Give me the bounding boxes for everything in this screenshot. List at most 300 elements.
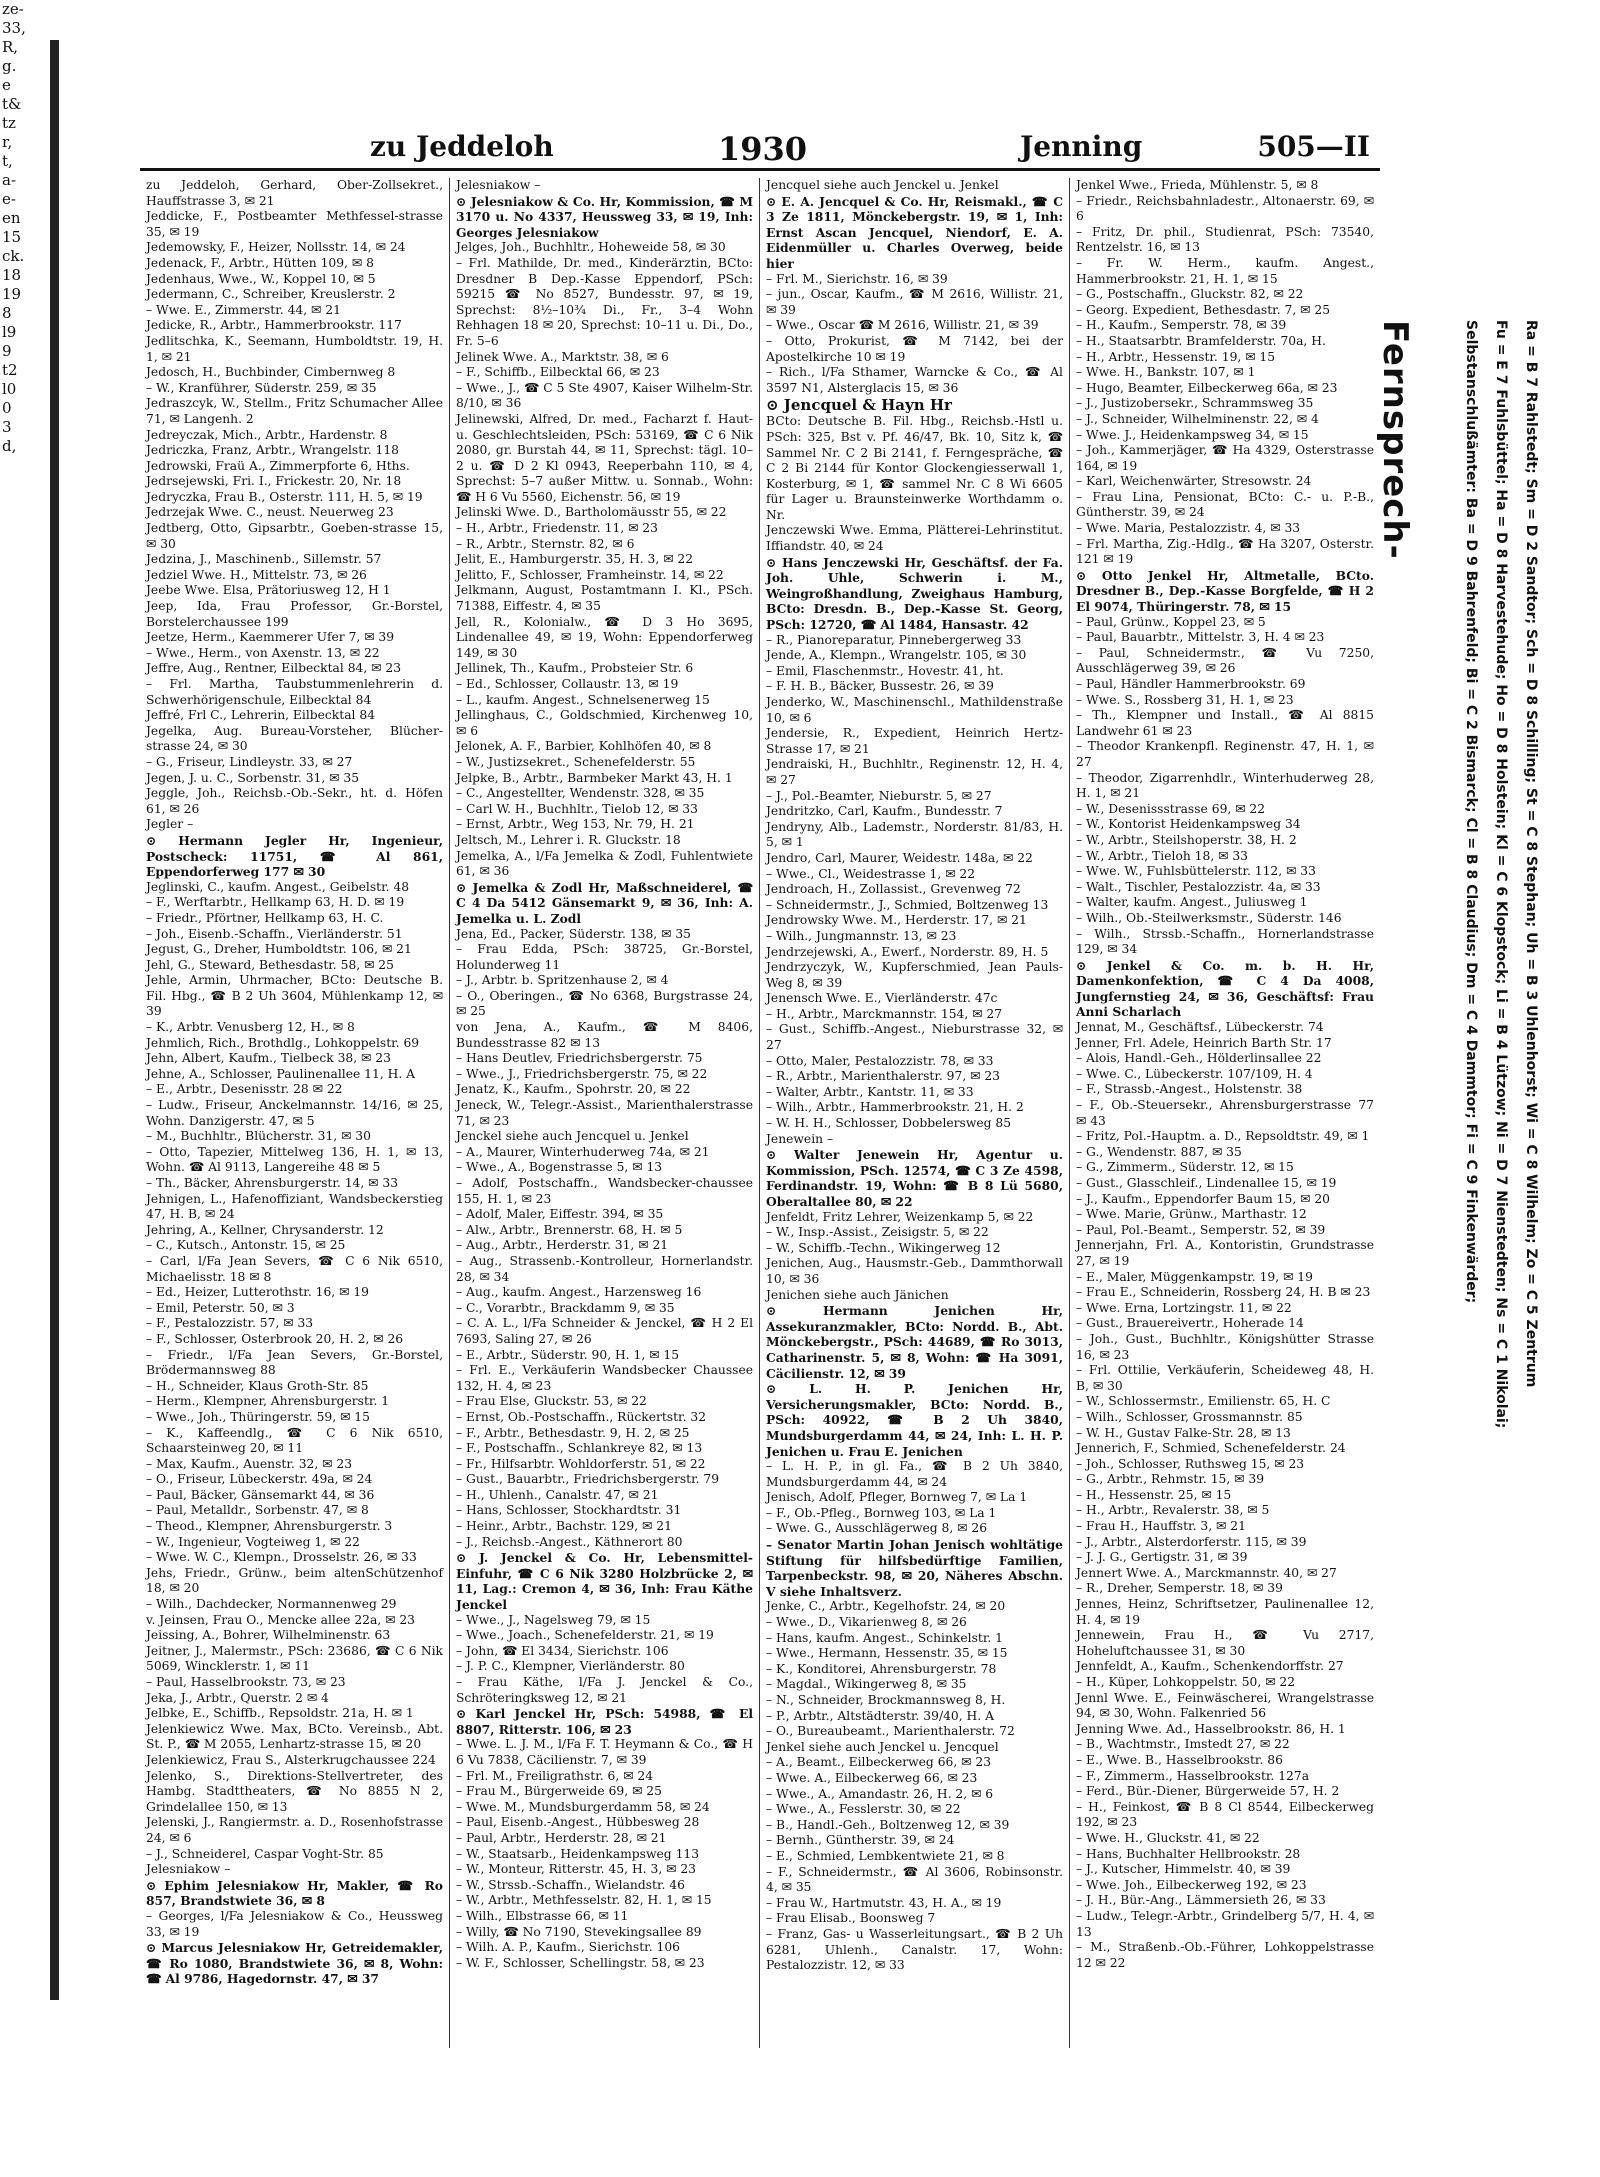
directory-entry: – Wwe. J., Heidenkampsweg 34, ✉ 15	[1076, 427, 1309, 442]
running-header	[140, 128, 1380, 171]
directory-entry: Jeneck, W., Telegr.-Assist., Marienthalerstrasse 71, ✉ 23	[456, 1098, 753, 1128]
directory-entry: BCto: Deutsche B. Fil. Hbg., Reichsb.-Hstl u. PSch: 325, Bst v. Pf. 46/47, Bk. 10, Sitz k, ☎ Sammel Nr. C 2 Bi 2141, f. Ferngespräche, ☎ C 2 Bi 2144 für Kontor Glockengiesserwall 1, Kosterburg, ✉ 1, ☎ sammel Nr. C 8 Wi 6605 für Lager u. Braunsteinwerke Worthdamm o. Nr.	[766, 414, 1063, 522]
edge-fragment: r,	[2, 133, 13, 151]
directory-entry: – H., Arbtr., Revalerstr. 38, ✉ 5	[1076, 1503, 1270, 1518]
directory-entry: Jenensch Wwe. E., Vierländerstr. 47c	[766, 991, 998, 1006]
directory-entry: – Joh., Kammerjäger, ☎ Ha 4329, Osterstrasse 164, ✉ 19	[1076, 443, 1374, 473]
directory-entry: Jenkel siehe auch Jenckel u. Jencquel	[766, 1739, 999, 1754]
directory-entry: Jendro, Carl, Maurer, Weidestr. 148a, ✉ 22	[766, 850, 1033, 865]
directory-entry: – Wilh., Strssb.-Schaffn., Hornerlandstrasse 129, ✉ 34	[1076, 926, 1374, 957]
directory-entry: Jennat, M., Geschäftsf., Lübeckerstr. 74	[1076, 1020, 1324, 1035]
directory-entry: Jendrzejewski, A., Ewerf., Norderstr. 89, H. 5	[766, 944, 1049, 959]
directory-entry: – B., Handl.-Geh., Boltzenweg 12, ✉ 39	[766, 1817, 1010, 1832]
directory-entry: – H., Arbtr., Hessenstr. 19, ✉ 15	[1076, 349, 1276, 364]
directory-entry: – Wwe. Joh., Eilbeckerweg 192, ✉ 23	[1076, 1877, 1307, 1892]
directory-entry: – Franz, Gas- u Wasserleitungsart., ☎ B 2 Uh 6281, Uhlenh., Canalstr. 17, Wohn: Pestalozzistr. 12, ✉ 33	[766, 1926, 1063, 1973]
directory-entry: – Otto, Tapezier, Mittelweg 136, H. 1, ✉ 13, Wohn. ☎ Al 9113, Langereihe 48 ✉ 5	[146, 1144, 443, 1175]
directory-entry: – Wwe., Hermann, Hessenstr. 35, ✉ 15	[766, 1646, 1008, 1661]
directory-entry: – W., Desenissstrasse 69, ✉ 22	[1076, 801, 1266, 816]
directory-entry: Jenatz, K., Kaufm., Spohrstr. 20, ✉ 22	[456, 1082, 691, 1097]
directory-entry: Jedlitschka, K., Seemann, Humboldtstr. 19, H. 1, ✉ 21	[146, 333, 443, 364]
directory-entry: Jelenko, S., Direktions-Stellvertreter, des Hambg. Stadttheaters, ☎ No 8855 N 2, Grindelallee 150, ✉ 13	[146, 1768, 443, 1814]
directory-entry: von Jena, A., Kaufm., ☎ M 8406, Bundesstrasse 82 ✉ 13	[456, 1020, 753, 1050]
directory-entry: – Gust., Glasschleif., Lindenallee 15, ✉ 19	[1076, 1176, 1337, 1190]
directory-entry: Jehl, G., Steward, Bethesdastr. 58, ✉ 25	[146, 957, 394, 972]
directory-entry: Jell, R., Kolonialw., ☎ D 3 Ho 3695, Lindenallee 49, ✉ 19, Wohn: Eppendorferweg 149, ✉ 30	[456, 614, 753, 660]
edge-fragment: 15	[2, 228, 22, 246]
edge-fragment: t&	[2, 95, 22, 113]
directory-entry: Jedtberg, Otto, Gipsarbtr., Goeben-strasse 15, ✉ 30	[146, 521, 443, 551]
directory-entry: Jelbke, E., Schiffb., Repsoldstr. 21a, H. ✉ 1	[146, 1706, 414, 1721]
directory-entry: – Wwe., J., Nagelsweg 79, ✉ 15	[456, 1612, 651, 1627]
directory-entry: Jehle, Armin, Uhrmacher, BCto: Deutsche B. Fil. Hbg., ☎ B 2 Uh 3604, Mühlenkamp 12, ✉ 39	[146, 973, 443, 1019]
directory-entry: – R., Dreher, Semperstr. 18, ✉ 39	[1076, 1581, 1283, 1596]
directory-entry: Jendritzko, Carl, Kaufm., Bundesstr. 7	[766, 804, 1003, 819]
directory-entry: Jedrzejak Wwe. C., neust. Neuerweg 23	[146, 505, 394, 520]
directory-entry: – W. H. H., Schlosser, Dobbelersweg 85	[766, 1116, 1012, 1131]
directory-entry: – Otto, Prokurist, ☎ M 7142, bei der Apostelkirche 10 ✉ 19	[766, 333, 1063, 364]
directory-entry: – P., Arbtr., Altstädterstr. 39/40, H. A	[766, 1708, 994, 1723]
directory-entry: Jennewein, Frau H., ☎ Vu 2717, Hoheluftchaussee 31, ✉ 30	[1076, 1628, 1374, 1658]
directory-entry: – Wwe. W. C., Klempn., Drosselstr. 26, ✉ 33	[146, 1550, 417, 1565]
directory-entry: – Ed., Heizer, Lutterothstr. 16, ✉ 19	[146, 1285, 369, 1300]
directory-entry: – G., Arbtr., Rehmstr. 15, ✉ 39	[1076, 1472, 1265, 1487]
directory-entry: Jelesniakow –	[146, 1862, 231, 1877]
directory-entry: – Paul, Bauarbtr., Mittelstr. 3, H. 4 ✉ 23	[1076, 630, 1325, 645]
directory-entry: – Georg. Expedient, Bethesdastr. 7, ✉ 25	[1076, 302, 1331, 317]
directory-entry: – F., Zimmerm., Hasselbrookstr. 127a	[1076, 1768, 1310, 1783]
directory-entry: – W., Arbtr., Tieloh 18, ✉ 33	[1076, 848, 1248, 863]
directory-entry: – J., Justizobersekr., Schrammsweg 35	[1076, 396, 1314, 411]
directory-entry: ⊙ Karl Jenckel Hr, PSch: 54988, ☎ El 8807, Ritterstr. 106, ✉ 23	[456, 1706, 753, 1737]
edge-fragment: 19	[2, 285, 22, 303]
directory-entry: – Paul, Eisenb.-Angest., Hübbesweg 28	[456, 1815, 700, 1830]
directory-entry: – Gust., Schiffb.-Angest., Nieburstrasse 32, ✉ 27	[766, 1022, 1063, 1053]
directory-entry: – Wwe., Joach., Schenefelderstr. 21, ✉ 19	[456, 1628, 714, 1643]
directory-entry: ⊙ Jemelka & Zodl Hr, Maßschneiderel, ☎ C 4 Da 5412 Gänsemarkt 9, ✉ 36, Inh: A. Jemelka u. L. Zodl	[456, 879, 753, 926]
directory-entry: – Wwe., Oscar ☎ M 2616, Willistr. 21, ✉ 39	[766, 318, 1039, 333]
directory-entry: – Th., Bäcker, Ahrensburgerstr. 14, ✉ 33	[146, 1176, 399, 1190]
edge-fragment: t2	[2, 361, 18, 379]
directory-entry: Jendroach, H., Zollassist., Grevenweg 72	[766, 882, 1021, 897]
directory-entry: – Ernst, Ob.-Postschaffn., Rückertstr. 32	[456, 1409, 707, 1424]
directory-entry: – Alw., Arbtr., Brennerstr. 68, H. ✉ 5	[456, 1222, 683, 1237]
directory-entry: – Joh., Eisenb.-Schaffn., Vierländerstr. 51	[146, 926, 403, 941]
directory-entry: Jelitto, F., Schlosser, Framheinstr. 14, ✉ 22	[456, 567, 724, 582]
directory-entry: Jenkel Wwe., Frieda, Mühlenstr. 5, ✉ 8	[1076, 178, 1319, 192]
directory-entry: – Wwe. L. J. M., l/Fa F. T. Heymann & Co., ☎ H 6 Vu 7838, Cäcilienstr. 7, ✉ 39	[456, 1737, 753, 1767]
directory-entry: – B., Wachtmstr., Imstedt 27, ✉ 22	[1076, 1737, 1290, 1752]
directory-entry: – Friedr., Pförtner, Hellkamp 63, H. C.	[146, 910, 384, 925]
directory-entry: – G., Friseur, Lindleystr. 33, ✉ 27	[146, 754, 353, 769]
left-page-edge	[0, 0, 60, 2177]
edge-fragment: d,	[2, 437, 17, 455]
edge-fragment: l9	[2, 323, 17, 341]
directory-entry: – R., Arbtr., Marienthalerstr. 97, ✉ 23	[766, 1069, 1001, 1084]
directory-entry: ⊙ Hermann Jegler Hr, Ingenieur, Postscheck: 11751, ☎ Al 861, Eppendorferweg 177 ✉ 30	[146, 832, 443, 880]
directory-entry: – H., Schneider, Klaus Groth-Str. 85	[146, 1378, 369, 1393]
directory-entry: – A., Beamt., Eilbeckerweg 66, ✉ 23	[766, 1755, 992, 1770]
directory-entry: – Wwe. A., Eilbeckerweg 66, ✉ 23	[766, 1770, 978, 1785]
telephone-exchange-legend	[1375, 320, 1600, 1980]
directory-entry: – Ludw., Friseur, Anckelmannstr. 14/16, ✉ 25, Wohn. Danzigerstr. 47, ✉ 5	[146, 1098, 443, 1128]
directory-entry: ⊙ Hans Jenczewski Hr, Geschäftsf. der Fa. Joh. Uhle, Schwerin i. M., Weingroßhandlung, Zweighaus Hamburg, BCto: Dresdn. B., Dep.-Kasse St. Georg, PSch: 12720, ☎ Al 1484, Hansastr. 42	[766, 554, 1063, 633]
directory-entry: Jehnigen, L., Hafenoffiziant, Wandsbeckerstieg 47, H. B, ✉ 24	[146, 1191, 443, 1222]
directory-entry: – L. H. P., in gl. Fa., ☎ B 2 Uh 3840, Mundsburgerdamm 44, ✉ 24	[766, 1459, 1063, 1489]
directory-entry: ⊙ Walter Jenewein Hr, Agentur u. Kommission, PSch. 12574, ☎ C 3 Ze 4598, Ferdinandstr. 19, Wohn: ☎ B 8 Lü 5680, Oberaltallee 80, ✉ 22	[766, 1147, 1063, 1209]
edge-fragment: a-	[2, 171, 17, 189]
directory-entry: Jelpke, B., Arbtr., Barmbeker Markt 43, H. 1	[456, 770, 733, 785]
directory-entry: ⊙ Marcus Jelesniakow Hr, Getreidemakler, ☎ Ro 1080, Brandstwiete 36, ✉ 8, Wohn: ☎ Al 9786, Hagedornstr. 47, ✉ 37	[146, 1940, 443, 1987]
directory-entry: Jedicke, R., Arbtr., Hammerbrookstr. 117	[146, 318, 402, 333]
directory-entry: – W., Schlossermstr., Emilienstr. 65, H. C	[1076, 1394, 1331, 1409]
directory-entry: – Otto, Maler, Pestalozzistr. 78, ✉ 33	[766, 1053, 994, 1068]
directory-entry: – H., Uhlenh., Canalstr. 47, ✉ 21	[456, 1487, 659, 1502]
directory-entry: ⊙ Ephim Jelesniakow Hr, Makler, ☎ Ro 857, Brandstwiete 36, ✉ 8	[146, 1877, 443, 1909]
directory-entry: – Wilh., Elbstrasse 66, ✉ 11	[456, 1908, 629, 1923]
directory-entry: Jedrowski, Fraü A., Zimmerpforte 6, Hths.	[146, 458, 410, 473]
directory-entry: – Alois, Handl.-Geh., Hölderlinsallee 22	[1076, 1051, 1322, 1066]
edge-fragment: t,	[2, 152, 13, 170]
directory-entry: – Frau H., Hauffstr. 3, ✉ 21	[1076, 1519, 1246, 1534]
directory-entry: – W., Kranführer, Süderstr. 259, ✉ 35	[146, 380, 377, 395]
directory-entry: Jehmlich, Rich., Brothdlg., Lohkoppelstr. 69	[146, 1035, 420, 1050]
directory-entry: – Wwe., A., Bogenstrasse 5, ✉ 13	[456, 1160, 663, 1175]
directory-entry: – Frau Lina, Pensionat, BCto: C.- u. P.-B., Güntherstr. 39, ✉ 24	[1076, 489, 1374, 520]
directory-entry: Jelkmann, August, Postamtmann I. Kl., PSch. 71388, Eiffestr. 4, ✉ 35	[456, 583, 753, 614]
directory-entry: Jenewein –	[766, 1131, 834, 1146]
column-1	[140, 178, 450, 2048]
directory-entry: Jedriczka, Franz, Arbtr., Wrangelstr. 118	[146, 443, 400, 458]
directory-entry: – Hugo, Beamter, Eilbeckerweg 66a, ✉ 23	[1076, 380, 1338, 395]
directory-entry: – Bernh., Güntherstr. 39, ✉ 24	[766, 1833, 955, 1848]
directory-entry: – H., Küper, Lohkoppelstr. 50, ✉ 22	[1076, 1675, 1296, 1689]
edge-fragment: 3	[2, 418, 12, 436]
directory-entry: – Hans Deutlev, Friedrichsbergerstr. 75	[456, 1051, 703, 1066]
directory-entry: – F., Schiffb., Eilbecktal 66, ✉ 23	[456, 365, 660, 380]
directory-entry: – K., Arbtr. Venusberg 12, H., ✉ 8	[146, 1020, 355, 1035]
legend-title	[1375, 320, 1445, 1980]
directory-entry: – K., Konditorei, Ahrensburgerstr. 78	[766, 1661, 997, 1676]
directory-entry: – Wwe. Marie, Grünw., Marthastr. 12	[1076, 1207, 1307, 1222]
edge-fragment: 9	[2, 342, 12, 360]
directory-entry: – Schneidermstr., J., Schmied, Boltzenweg 13	[766, 897, 1049, 912]
directory-entry: – F., Ob.-Pfleg., Bornweg 103, ✉ La 1	[766, 1505, 997, 1520]
directory-entry: – Wwe. E., Zimmerstr. 44, ✉ 21	[146, 302, 341, 317]
edge-fragment: R,	[2, 38, 19, 56]
directory-entry: – F., Schneidermstr., ☎ Al 3606, Robinsonstr. 4, ✉ 35	[766, 1864, 1063, 1895]
edge-fragment: 8	[2, 304, 12, 322]
directory-entry: – A., Maurer, Winterhuderweg 74a, ✉ 21	[456, 1144, 710, 1159]
directory-entry: Jedermann, C., Schreiber, Kreuslerstr. 2	[146, 287, 396, 302]
directory-page	[140, 128, 1380, 2058]
directory-entry: – J., Kutscher, Himmelstr. 40, ✉ 39	[1076, 1862, 1291, 1877]
directory-entry: Jelenkiewicz Wwe. Max, BCto. Vereinsb., Abt. St. P., ☎ M 2055, Lenhartz-strasse 15, ✉ 20	[146, 1721, 443, 1752]
directory-entry: Jelonek, A. F., Barbier, Kohlhöfen 40, ✉ 8	[456, 739, 712, 754]
directory-entry: – C., Kutsch., Antonstr. 15, ✉ 25	[146, 1238, 346, 1253]
directory-entry: – Frau E., Schneiderin, Rossberg 24, H. B ✉ 23	[1076, 1285, 1371, 1300]
directory-entry: – Frl. E., Verkäuferin Wandsbecker Chaussee 132, H. 4, ✉ 23	[456, 1363, 753, 1393]
directory-entry: Jehring, A., Kellner, Chrysanderstr. 12	[146, 1222, 384, 1237]
column-3	[760, 178, 1070, 2048]
directory-entry: – O., Oberingen., ☎ No 6368, Burgstrasse 24, ✉ 25	[456, 988, 753, 1019]
edge-fragment: en	[2, 209, 21, 227]
directory-entry: – J., Kaufm., Eppendorfer Baum 15, ✉ 20	[1076, 1191, 1331, 1206]
directory-entry: – O., Friseur, Lübeckerstr. 49a, ✉ 24	[146, 1472, 373, 1487]
directory-entry: – Walt., Tischler, Pestalozzistr. 4a, ✉ 33	[1076, 879, 1321, 894]
directory-entry: – Aug., Arbtr., Herderstr. 31, ✉ 21	[456, 1238, 669, 1253]
directory-entry: – Wwe., J., Friedrichsbergerstr. 75, ✉ 22	[456, 1066, 708, 1081]
directory-entry: – F., Ob.-Steuersekr., Ahrensburgerstrasse 77 ✉ 43	[1076, 1098, 1374, 1128]
directory-entry: Jendrzyczyk, W., Kupferschmied, Jean Pauls-Weg 8, ✉ 39	[766, 960, 1063, 990]
column-2	[450, 178, 760, 2048]
directory-entry: – J., Reichsb.-Angest., Käthnerort 80	[456, 1534, 683, 1549]
directory-entry: – E., Wwe. B., Hasselbrookstr. 86	[1076, 1752, 1283, 1767]
directory-entry: – Wwe. C., Lübeckerstr. 107/109, H. 4	[1076, 1066, 1313, 1081]
directory-entry: – M., Buchhltr., Blücherstr. 31, ✉ 30	[146, 1129, 371, 1144]
directory-entry: – Wwe. G., Ausschlägerweg 8, ✉ 26	[766, 1521, 988, 1536]
directory-entry: – G., Zimmerm., Süderstr. 12, ✉ 15	[1076, 1160, 1294, 1175]
directory-entry: Jelesniakow –	[456, 178, 541, 192]
directory-entry: – Walter, kaufm. Angest., Juliusweg 1	[1076, 895, 1308, 910]
directory-entry: – C., Vorarbtr., Brackdamm 9, ✉ 35	[456, 1300, 675, 1315]
directory-entry: – Carl W. H., Buchhltr., Tielob 12, ✉ 33	[456, 801, 698, 816]
directory-entry: – Wwe. H., Bankstr. 107, ✉ 1	[1076, 365, 1256, 380]
directory-entry: Jenichen siehe auch Jänichen	[766, 1287, 949, 1302]
directory-entry: – F., Postschaffn., Schlankreye 82, ✉ 13	[456, 1441, 703, 1456]
directory-entry: Jelinek Wwe. A., Marktstr. 38, ✉ 6	[456, 349, 669, 364]
edge-fragment: ze-	[2, 0, 24, 18]
directory-entry: Jennerjahn, Frl. A., Kontoristin, Grundstrasse 27, ✉ 19	[1076, 1238, 1374, 1268]
directory-entry: – Hans, Schlosser, Stockhardtstr. 31	[456, 1503, 682, 1518]
directory-entry: Jeffré, Frl C., Lehrerin, Eilbecktal 84	[146, 708, 376, 723]
directory-entry: – Paul, Pol.-Beamt., Semperstr. 52, ✉ 39	[1076, 1222, 1326, 1237]
header-year: 1930	[718, 130, 808, 168]
directory-entry: – F., Pestalozzistr. 57, ✉ 33	[146, 1316, 314, 1331]
directory-entry: – Wwe., A., Amandastr. 26, H. 2, ✉ 6	[766, 1786, 994, 1801]
directory-entry: – R., Pianoreparatur, Pinnebergerweg 33	[766, 632, 1022, 647]
directory-entry: Jeissing, A., Bohrer, Wilhelminenstr. 63	[146, 1628, 391, 1643]
directory-entry: – Wwe., J., ☎ C 5 Ste 4907, Kaiser Wilhelm-Str. 8/10, ✉ 36	[456, 380, 753, 411]
directory-entry: Jencquel siehe auch Jenckel u. Jenkel	[766, 178, 999, 192]
directory-entry: Jeggle, Joh., Reichsb.-Ob.-Sekr., ht. d. Höfen 61, ✉ 26	[146, 786, 443, 816]
edge-fragment: tz	[2, 114, 16, 132]
directory-entry: Jenisch, Adolf, Pfleger, Bornweg 7, ✉ La 1	[766, 1490, 1028, 1505]
directory-entry: – Adolf, Maler, Eiffestr. 394, ✉ 35	[456, 1207, 664, 1222]
directory-entry: Jeglinski, C., kaufm. Angest., Geibelstr. 48	[146, 879, 410, 894]
directory-entry: – J. J. G., Gertigstr. 31, ✉ 39	[1076, 1550, 1248, 1565]
directory-entry: – W., Arbtr., Steilshoperstr. 38, H. 2	[1076, 832, 1297, 847]
directory-entry: – Frl. Martha, Taubstummenlehrerin d. Schwerhörigenschule, Eilbecktal 84	[146, 677, 443, 707]
directory-entry: – Paul, Bäcker, Gänsemarkt 44, ✉ 36	[146, 1487, 375, 1502]
directory-entry: ⊙ Otto Jenkel Hr, Altmetalle, BCto. Dresdner B., Dep.-Kasse Borgfelde, ☎ H 2 El 9074, Thüringerstr. 78, ✉ 15	[1076, 567, 1374, 615]
directory-entry: zu Jeddeloh, Gerhard, Ober-Zollsekret., Hauffstrasse 3, ✉ 21	[146, 178, 443, 208]
directory-entry: ⊙ E. A. Jencquel & Co. Hr, Reismakl., ☎ C 3 Ze 1811, Mönckebergstr. 19, ✉ 1, Inh: Ernst Ascan Jencquel, Niendorf, E. A. Eidenmüller u. Charles Overweg, beide hier	[766, 193, 1063, 271]
directory-entry: Jellinek, Th., Kaufm., Probsteier Str. 6	[456, 661, 694, 676]
directory-entry: – Georges, l/Fa Jelesniakow & Co., Heussweg 33, ✉ 19	[146, 1908, 443, 1939]
directory-entry: Jende, A., Klempn., Wrangelstr. 105, ✉ 30	[766, 648, 1027, 663]
directory-entry: ⊙ L. H. P. Jenichen Hr, Versicherungsmakler, BCto: Nordd. B., PSch: 40922, ☎ B 2 Uh 3840, Mundsburgerdamm 44, ✉ 24, Inh: L. H. P. Jenichen u. Frau E. Jenichen	[766, 1381, 1063, 1459]
directory-entry: Jeka, J., Arbtr., Querstr. 2 ✉ 4	[146, 1690, 329, 1705]
legend-line-1-text: Selbstanschlußämter: Ba = D 9 Bahrenfeld; Bi = C 2 Bismarck; Cl = B 8 Claudius; Dm = C 4 Dammtor; Fi = C 9 Finkenwärder;	[1463, 320, 1479, 1304]
directory-entry: – F., Arbtr., Bethesdastr. 9, H. 2, ✉ 25	[456, 1425, 690, 1440]
directory-entry: – L., kaufm. Angest., Schnelsenerweg 15	[456, 692, 710, 707]
directory-entry: Jendraiski, H., Buchhltr., Reginenstr. 12, H. 4, ✉ 27	[766, 757, 1063, 787]
directory-entry: – Wwe. Maria, Pestalozzistr. 4, ✉ 33	[1076, 521, 1301, 536]
directory-entry: Jenichen, Aug., Hausmstr.-Geb., Dammthorwall 10, ✉ 36	[766, 1256, 1063, 1286]
directory-entry: – Frl. M., Sierichstr. 16, ✉ 39	[766, 271, 948, 286]
directory-entry: – H., Arbtr., Friedenstr. 11, ✉ 23	[456, 521, 658, 536]
directory-entry: – Wwe., Joh., Thüringerstr. 59, ✉ 15	[146, 1409, 370, 1424]
edge-fragment: l0	[2, 380, 17, 398]
directory-entry: – Frl. Ottilie, Verkäuferin, Scheideweg 48, H. B, ✉ 30	[1076, 1363, 1374, 1393]
directory-entry: – Emil, Flaschenmstr., Hovestr. 41, ht.	[766, 663, 1004, 678]
directory-entry: – Max, Kaufm., Auenstr. 32, ✉ 23	[146, 1456, 353, 1471]
directory-entry: ⊙ J. Jenckel & Co. Hr, Lebensmittel-Einfuhr, ☎ C 6 Nik 3280 Holzbrücke 2, ✉ 11, Lag.: Cremon 4, ✉ 36, Inh: Frau Käthe Jenckel	[456, 1550, 753, 1613]
directory-entry: – E., Schmied, Lembkentwiete 21, ✉ 8	[766, 1848, 1005, 1863]
directory-entry: – Friedr., l/Fa Jean Severs, Gr.-Borstel, Brödermannsweg 88	[146, 1347, 443, 1378]
legend-line-2	[1485, 320, 1513, 1980]
directory-entry: – W., Arbtr., Methfesselstr. 82, H. 1, ✉ 15	[456, 1893, 712, 1908]
directory-entry: ⊙ Jelesniakow & Co. Hr, Kommission, ☎ M 3170 u. No 4337, Heussweg 33, ✉ 19, Inh: Georges Jelesniakow	[456, 193, 753, 240]
edge-fragment: g.	[2, 57, 17, 75]
directory-entry: Jedrsejewski, Fri. I., Frickestr. 20, Nr. 18	[146, 474, 402, 489]
header-first-entry: zu Jeddeloh	[370, 130, 554, 163]
directory-entry: Jelinewski, Alfred, Dr. med., Facharzt f. Haut- u. Geschlechtsleiden, PSch: 53169, ☎ C 6 Nik 2080, gr. Burstah 44, ✉ 11, Sprechst: tägl. 10–2 u. ☎ D 2 Kl 0943, Reeperbahn 110, ✉ 4, Sprechst: 5–7 außer Mittw. u. Sonnab., Wohn: ☎ H 6 Vu 5560, Eichenstr. 56, ✉ 19	[456, 411, 753, 504]
directory-entry: – M., Straßenb.-Ob.-Führer, Lohkoppelstrasse 12 ✉ 22	[1076, 1940, 1374, 1970]
directory-entry: Jenke, C., Arbtr., Kegelhofstr. 24, ✉ 20	[766, 1599, 1006, 1614]
directory-entry: – Ferd., Bür.-Diener, Bürgerweide 57, H. 2	[1076, 1784, 1340, 1799]
directory-entry: Jeddicke, F., Postbeamter Methfessel-strasse 35, ✉ 19	[146, 209, 443, 239]
directory-entry: – John, ☎ El 3434, Sierichstr. 106	[456, 1643, 669, 1658]
entry-columns	[140, 178, 1380, 2048]
directory-entry: – Magdal., Wikingerweg 8, ✉ 35	[766, 1677, 967, 1692]
directory-entry: Jellinghaus, C., Goldschmied, Kirchenweg 10, ✉ 6	[456, 708, 753, 738]
edge-fragment: 0	[2, 399, 12, 417]
directory-entry: – Joh., Gust., Buchhltr., Königshütter Strasse 16, ✉ 23	[1076, 1331, 1374, 1362]
directory-entry: Jeetze, Herm., Kaemmerer Ufer 7, ✉ 39	[146, 630, 395, 645]
directory-entry: – H., Staatsarbtr. Bramfelderstr. 70a, H.	[1076, 333, 1326, 348]
directory-entry: – H., Arbtr., Marckmannstr. 154, ✉ 27	[766, 1006, 1003, 1021]
directory-entry: – Ludw., Telegr.-Arbtr., Grindelberg 5/7, H. 4, ✉ 13	[1076, 1908, 1374, 1939]
directory-entry: Jenning Wwe. Ad., Hasselbrookstr. 86, H. 1	[1076, 1721, 1346, 1736]
directory-entry: Jedryczka, Frau B., Osterstr. 111, H. 5, ✉ 19	[146, 489, 423, 504]
directory-entry: – Wilh. A. P., Kaufm., Sierichstr. 106	[456, 1940, 680, 1955]
directory-entry: – W., Strssb.-Schaffn., Wielandstr. 46	[456, 1877, 685, 1892]
directory-entry: – F., Werftarbtr., Hellkamp 63, H. D. ✉ 19	[146, 895, 405, 910]
directory-entry: – F., Strassb.-Angest., Holstenstr. 38	[1076, 1082, 1303, 1097]
directory-entry: – Frau Käthe, l/Fa J. Jenckel & Co., Schröteringksweg 12, ✉ 21	[456, 1675, 753, 1705]
directory-entry: Jeebe Wwe. Elsa, Prätoriusweg 12, H 1	[146, 583, 391, 598]
directory-entry: – Gust., Brauereivertr., Hoherade 14	[1076, 1316, 1304, 1331]
legend-line-2-text: Fu = E 7 Fuhlsbüttel; Ha = D 8 Harvestehude; Ho = D 8 Holstein; Kl = C 6 Klopstock; Li = B 4 Lützow; Ni = D 7 Nienstedten; Ns = C 1 Nikolai;	[1493, 320, 1509, 1429]
directory-entry: – Wilh., Arbtr., Hammerbrookstr. 21, H. 2	[766, 1100, 1024, 1115]
legend-title-text: Fernsprech-	[1375, 320, 1415, 560]
directory-entry: – G., Wendenstr. 887, ✉ 35	[1076, 1144, 1242, 1159]
directory-entry: Jedemowsky, F., Heizer, Nollsstr. 14, ✉ 24	[146, 240, 406, 255]
directory-entry: – Adolf, Postschaffn., Wandsbecker-chaussee 155, H. 1, ✉ 23	[456, 1176, 753, 1206]
directory-entry: – Walter, Arbtr., Kantstr. 11, ✉ 33	[766, 1084, 974, 1099]
page-gutter	[50, 40, 59, 2000]
directory-entry: – Senator Martin Johan Jenisch wohltätige Stiftung für hilfsbedürftige Familien, Tarpenbeckstr. 98, ✉ 20, Näheres Abschn. V siehe Inhaltsverz.	[766, 1537, 1063, 1599]
edge-fragment: e	[2, 76, 11, 94]
directory-entry: – Wwe., Herm., von Axenstr. 13, ✉ 22	[146, 645, 380, 660]
directory-entry: – C., Angestellter, Wendenstr. 328, ✉ 35	[456, 786, 705, 801]
directory-entry: v. Jeinsen, Frau O., Mencke allee 22a, ✉ 23	[146, 1612, 415, 1627]
directory-entry: – Frau Elisab., Boonsweg 7	[766, 1911, 936, 1926]
directory-entry: – Frau W., Hartmutstr. 43, H. A., ✉ 19	[766, 1895, 1002, 1910]
directory-entry: – Frl. Martha, Zig.-Hdlg., ☎ Ha 3207, Osterstr. 121 ✉ 19	[1076, 536, 1374, 567]
directory-entry: – W. H., Gustav Falke-Str. 28, ✉ 13	[1076, 1425, 1291, 1440]
directory-entry: Jedreyczak, Mich., Arbtr., Hardenstr. 8	[146, 427, 388, 442]
directory-entry: – Wwe. H., Gluckstr. 41, ✉ 22	[1076, 1830, 1260, 1845]
directory-entry: – Wwe., Cl., Weidestrasse 1, ✉ 22	[766, 866, 976, 881]
directory-entry: – G., Postschaffn., Gluckstr. 82, ✉ 22	[1076, 287, 1304, 302]
directory-entry: Jelenski, J., Rangiermstr. a. D., Rosenhofstrasse 24, ✉ 6	[146, 1815, 443, 1845]
directory-entry: Jedosch, H., Buchbinder, Cimbernweg 8	[146, 365, 396, 380]
directory-entry: – Frau M., Bürgerweide 69, ✉ 25	[456, 1784, 662, 1799]
directory-entry: – Frau Edda, PSch: 38725, Gr.-Borstel, Holunderweg 11	[456, 942, 753, 972]
directory-entry: Jelinski Wwe. D., Bartholomäusstr 55, ✉ 22	[456, 505, 727, 520]
directory-entry: – H., Hessenstr. 25, ✉ 15	[1076, 1487, 1232, 1502]
directory-entry: – Frl. Mathilde, Dr. med., Kinderärztin, BCto: Dresdner B Dep.-Kasse Eppendorf, PSch: 59215 ☎ No 8527, Bundesstr. 97, ✉ 19, Sprechst: 8½–10¾ Di., Fr., 3–4 Wohn Rehhagen 18 ✉ 20, Sprechst: 10–11 u. Di., Do., Fr. 5–6	[456, 255, 753, 348]
directory-entry: – Theod., Klempner, Ahrensburgerstr. 3	[146, 1519, 393, 1534]
directory-entry: – Wilh., Ob.-Steilwerksmstr., Süderstr. 146	[1076, 910, 1342, 925]
header-last-entry: Jenning	[1020, 130, 1143, 163]
directory-entry: – J., Schneider, Wilhelminenstr. 22, ✉ 4	[1076, 411, 1319, 426]
directory-entry: – Karl, Weichenwärter, Stresowstr. 24	[1076, 474, 1312, 489]
directory-entry: – W., Ingenieur, Vogteiweg 1, ✉ 22	[146, 1534, 360, 1549]
directory-entry: – Emil, Peterstr. 50, ✉ 3	[146, 1300, 295, 1315]
directory-entry: Jenfeldt, Fritz Lehrer, Weizenkamp 5, ✉ 22	[766, 1209, 1034, 1224]
directory-entry: Jegelka, Aug. Bureau-Vorsteher, Blücher-strasse 24, ✉ 30	[146, 723, 443, 754]
directory-entry: – Paul, Händler Hammerbrookstr. 69	[1076, 677, 1306, 691]
directory-entry: Jeitner, J., Malermstr., PSch: 23686, ☎ C 6 Nik 5069, Wincklerstr. 1, ✉ 11	[146, 1643, 443, 1674]
directory-entry: Jedenhaus, Wwe., W., Koppel 10, ✉ 5	[146, 271, 376, 286]
directory-entry: – Joh., Schlosser, Ruthsweg 15, ✉ 23	[1076, 1456, 1305, 1471]
directory-entry: – Paul, Grünw., Koppel 23, ✉ 5	[1076, 614, 1266, 629]
directory-entry: – N., Schneider, Brockmannsweg 8, H.	[766, 1693, 1006, 1707]
directory-entry: – E., Arbtr., Süderstr. 90, H. 1, ✉ 15	[456, 1347, 680, 1362]
directory-entry: – Aug., Strassenb.-Kontrolleur, Hornerlandstr. 28, ✉ 34	[456, 1253, 753, 1284]
directory-entry: Jedraszcyk, W., Stellm., Fritz Schumacher Allee 71, ✉ Langenh. 2	[146, 396, 443, 426]
directory-entry: – Wwe., D., Vikarienweg 8, ✉ 26	[766, 1615, 967, 1630]
directory-entry: – Willy, ☎ No 7190, Stevekingsallee 89	[456, 1924, 702, 1939]
directory-entry: ⊙ Hermann Jenichen Hr, Assekuranzmakler, BCto: Nordd. B., Abt. Mönckebergstr., PSch: 44689, ☎ Ro 3013, Catharinenstr. 5, ✉ 8, Wohn: ☎ Ha 3091, Cäcilienstr. 12, ✉ 39	[766, 1303, 1063, 1381]
directory-entry: Jelit, E., Hamburgerstr. 35, H. 3, ✉ 22	[456, 552, 694, 567]
directory-entry: – Ernst, Arbtr., Weg 153, Nr. 79, H. 21	[456, 817, 695, 832]
directory-entry: – Wwe. S., Rossberg 31, H. 1, ✉ 23	[1076, 692, 1294, 707]
directory-entry: – R., Arbtr., Sternstr. 82, ✉ 6	[456, 536, 635, 551]
legend-line-1	[1455, 320, 1483, 1980]
directory-entry: – H., Kaufm., Semperstr. 78, ✉ 39	[1076, 318, 1287, 333]
directory-entry: – F. H. B., Bäcker, Bussestr. 26, ✉ 39	[766, 679, 994, 694]
directory-entry: – O., Bureaubeamt., Marienthalerstr. 72	[766, 1724, 1015, 1739]
directory-entry: – W., Schiffb.-Techn., Wikingerweg 12	[766, 1240, 1001, 1255]
directory-entry: – jun., Oscar, Kaufm., ☎ M 2616, Willistr. 21, ✉ 39	[766, 287, 1063, 317]
directory-entry: – J. H., Bür.-Ang., Lämmersieth 26, ✉ 33	[1076, 1893, 1326, 1908]
directory-entry: – Wwe. W., Fuhlsbüttelerstr. 112, ✉ 33	[1076, 864, 1316, 879]
directory-entry: – Carl, l/Fa Jean Severs, ☎ C 6 Nik 6510, Michaelisstr. 18 ✉ 8	[146, 1253, 443, 1284]
directory-entry: Jeltsch, M., Lehrer i. R. Gluckstr. 18	[456, 832, 681, 847]
directory-entry: Jedzina, J., Maschinenb., Sillemstr. 57	[146, 552, 382, 567]
legend-line-3	[1515, 320, 1543, 1980]
directory-entry: – Paul, Arbtr., Herderstr. 28, ✉ 21	[456, 1830, 667, 1845]
directory-entry: – Fr., Hilfsarbtr. Wohldorferstr. 51, ✉ 22	[456, 1456, 706, 1471]
directory-entry: Jelenkiewicz, Frau S., Alsterkrugchaussee 224	[146, 1752, 436, 1767]
directory-entry: – Wilh., Dachdecker, Normannenweg 29	[146, 1597, 397, 1612]
directory-entry: – Theodor Krankenpfl. Reginenstr. 47, H. 1, ✉ 27	[1076, 739, 1374, 769]
